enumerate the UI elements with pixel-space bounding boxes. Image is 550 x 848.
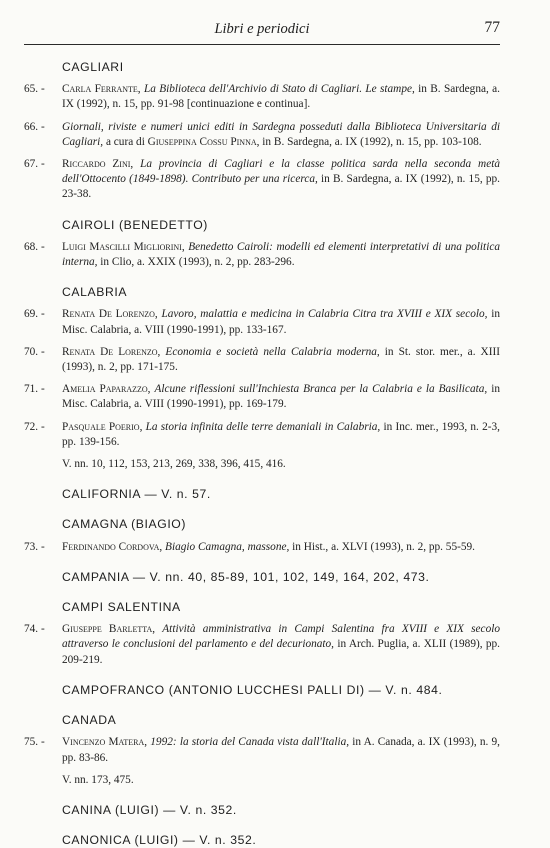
section-heading: CAMPOFRANCO (ANTONIO LUCCHESI PALLI DI) — V. n. 484. [62, 682, 443, 697]
entry-citation: in B. Sardegna, a. IX (1992), n. 15, pp. 91-98 [continuazione e continua]. [62, 83, 500, 111]
section-heading: CALIFORNIA — V. n. 57. [62, 487, 211, 502]
bibliography-entry [24, 420, 500, 450]
entry-title: Economia e società nella Calabria moderna, [165, 345, 380, 358]
section-heading: CAMPI SALENTINA [62, 600, 181, 615]
entry-number: 75. - [24, 736, 45, 749]
entry-title: 1992: la storia del Canada vista dall'Italia, [150, 736, 350, 749]
entry-author: Amelia Paparazzo, [62, 383, 151, 396]
entry-number: 65. - [24, 83, 45, 96]
entry-number: 74. - [24, 623, 45, 636]
bibliography-entry [24, 382, 500, 412]
entry-author: Pasquale Poerio, [62, 420, 143, 433]
entry-citation: in St. stor. mer., a. XIII (1993), n. 2, pp. 171-175. [62, 345, 500, 374]
entry-author: Luigi Mascilli Migliorini, [62, 240, 185, 253]
entry-title: Benedetto Cairoli: modelli ed elementi interpretativi di una politica interna, [62, 240, 500, 269]
running-header [24, 18, 500, 45]
running-title: Libri e periodici [214, 21, 310, 37]
entry-author: Ferdinando Cordova, [62, 540, 163, 553]
entry-number: 72. - [24, 420, 45, 433]
entry-title: Alcune riflessioni sull'Inchiesta Branca per la Calabria e la Basilicata, [154, 383, 488, 396]
entry-author: Carla Ferrante, [62, 83, 141, 96]
entry-number: 66. - [24, 120, 45, 133]
entry-title: Attività amministrativa in Campi Salentina fra XVIII e XIX secolo attraverso le conclusioni del parlamento e del decurionato, [62, 623, 500, 651]
bibliography-entry [24, 540, 500, 555]
entry-number: 71. - [24, 383, 45, 396]
bibliography-entry [24, 157, 500, 203]
entry-citation: in B. Sardegna, a. IX (1992), n. 15, pp. 23-38. [62, 173, 501, 201]
entry-title: Biagio Camagna, massone, [165, 540, 290, 553]
entry-editor: Giuseppina Cossu Pinna, [147, 135, 260, 148]
bibliography-entry [24, 82, 500, 112]
section-heading: CALABRIA [62, 285, 128, 300]
bibliography-entry [24, 120, 500, 150]
entry-number: 68. - [24, 240, 45, 253]
section-heading: CANINA (LUIGI) — V. n. 352. [62, 802, 237, 817]
entry-number: 70. - [24, 345, 45, 358]
entry-title: Giornali, riviste e numeri unici editi in Sardegna posseduti dalla Biblioteca Universitaria di Cagliari, [62, 120, 500, 148]
entry-author: Giuseppe Barletta, [62, 623, 156, 636]
entry-citation: in Inc. mer., 1993, n. 2-3, pp. 139-156. [62, 420, 500, 448]
entry-author: Vincenzo Matera, [62, 736, 148, 749]
entry-citation-prefix: a cura di [105, 135, 145, 148]
entry-citation: in Misc. Calabria, a. VIII (1990-1991), pp. 169-179. [62, 383, 500, 411]
entry-citation: in Misc. Calabria, a. VIII (1990-1991), pp. 133-167. [62, 308, 500, 336]
entry-number: 67. - [24, 158, 45, 171]
bibliography-entry [24, 240, 500, 270]
bibliography-entry [24, 735, 500, 765]
entry-number: 73. - [24, 540, 45, 553]
entry-number: 69. - [24, 308, 45, 321]
entry-title: La Biblioteca dell'Archivio di Stato di Cagliari. Le stampe, [143, 83, 415, 96]
entry-author: Renata De Lorenzo, [62, 308, 158, 321]
entry-citation: in Arch. Puglia, a. XLII (1989), pp. 209-219. [62, 638, 500, 666]
page-content [24, 60, 500, 848]
section-heading: CAIROLI (BENEDETTO) [62, 217, 208, 232]
entry-citation: in A. Canada, a. IX (1993), n. 9, pp. 83-86. [62, 736, 501, 764]
section-heading: CAMPANIA — V. nn. 40, 85-89, 101, 102, 149, 164, 202, 473. [62, 569, 430, 584]
section-heading: CANONICA (LUIGI) — V. n. 352. [62, 833, 257, 848]
bibliography-entry [24, 307, 500, 337]
entry-title: Lavoro, malattia e medicina in Calabria Citra tra XVIII e XIX secolo, [161, 308, 488, 321]
section-heading: CAMAGNA (BIAGIO) [62, 517, 187, 532]
entry-author: Riccardo Zini, [62, 158, 134, 171]
cross-reference: V. nn. 173, 475. [62, 773, 134, 786]
bibliography-entry [24, 345, 500, 375]
page-number: 77 [484, 19, 500, 36]
cross-reference: V. nn. 10, 112, 153, 213, 269, 338, 396, 415, 416. [62, 458, 286, 471]
entry-author: Renata De Lorenzo, [62, 345, 161, 358]
entry-title: La storia infinita delle terre demaniali in Calabria, [145, 420, 381, 433]
entry-citation: in Clio, a. XXIX (1993), n. 2, pp. 283-296. [100, 256, 295, 269]
entry-citation: in Hist., a. XLVI (1993), n. 2, pp. 55-59. [292, 540, 475, 553]
section-heading: CAGLIARI [62, 60, 124, 74]
entry-citation: in B. Sardegna, a. IX (1992), n. 15, pp. 103-108. [262, 135, 482, 148]
bibliography-entry [24, 622, 500, 668]
entry-title: La provincia di Cagliari e la classe politica sarda nella seconda metà dell'Ottocento (1849-1898). Contributo per una ricerca, [62, 158, 500, 186]
section-heading: CANADA [62, 713, 117, 728]
